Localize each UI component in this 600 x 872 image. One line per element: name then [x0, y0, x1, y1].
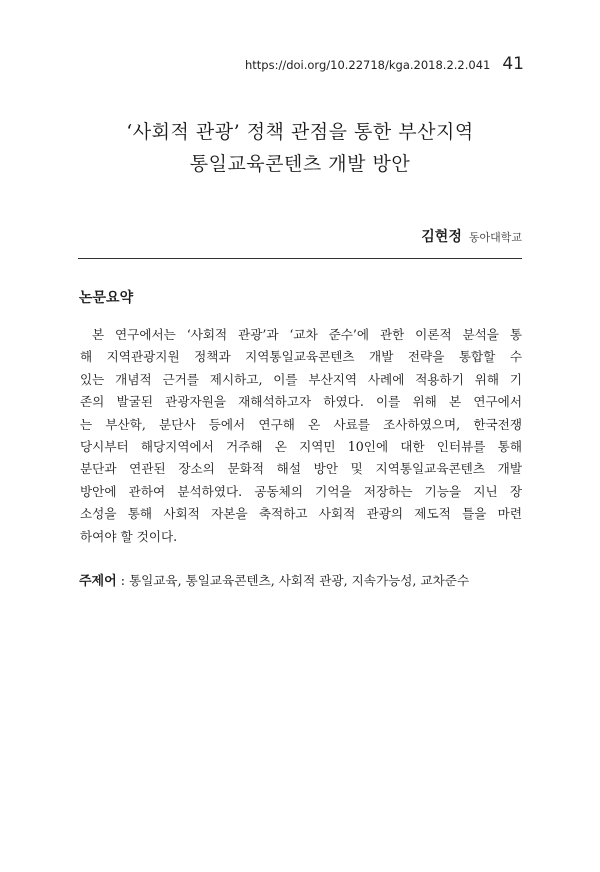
keywords-text: 통일교육, 통일교육콘텐츠, 사회적 관광, 지속가능성, 교차준수 — [128, 573, 470, 588]
paper-title-line-1: ‘사회적 관광’ 정책 관점을 통한 부산지역 — [126, 121, 474, 143]
abstract-heading: 논문요약 — [79, 290, 134, 306]
header-divider — [78, 258, 522, 259]
abstract-line: 소성을 통해 사회적 자본을 축적하고 사회적 관광의 제도적 틀을 마련 — [80, 506, 522, 522]
author-affiliation: 동아대학교 — [468, 231, 522, 244]
keywords-separator: : — [116, 573, 129, 588]
abstract-line: 는 부산학, 분단사 등에서 연구해 온 사료를 조사하였으며, 한국전쟁 — [80, 416, 522, 432]
page-header — [245, 54, 524, 74]
abstract-line: 있는 개념적 근거를 제시하고, 이를 부산지역 사례에 적용하기 위해 기 — [80, 371, 522, 387]
abstract-line: 당시부터 해당지역에서 거주해 온 지역민 10인에 대한 인터뷰를 통해 — [80, 438, 522, 454]
abstract-line: 존의 발굴된 관광자원을 재해석하고자 하였다. 이를 위해 본 연구에서 — [80, 394, 522, 410]
author-name: 김현정 — [421, 229, 462, 245]
abstract-line: 본 연구에서는 ‘사회적 관광’과 ‘교차 준수’에 관한 이론적 분석을 통 — [92, 327, 522, 342]
abstract-line: 해 지역관광지원 정책과 지역통일교육콘텐츠 개발 전략을 통합할 수 — [80, 349, 522, 365]
doi-link[interactable]: https://doi.org/10.22718/kga.2018.2.2.041 — [244, 58, 491, 72]
abstract-line: 하여야 할 것이다. — [80, 528, 178, 544]
paper-title — [0, 116, 600, 180]
paper-title-line-2: 통일교육콘텐츠 개발 방안 — [189, 153, 411, 175]
abstract-line: 방안에 관하여 분석하였다. 공동체의 기억을 저장하는 기능을 지닌 장 — [80, 483, 522, 499]
author-line — [421, 226, 522, 246]
abstract-body — [80, 324, 522, 548]
keywords-label: 주제어 — [79, 574, 117, 589]
abstract-line: 분단과 연관된 장소의 문화적 해설 방안 및 지역통일교육콘텐츠 개발 — [80, 461, 522, 477]
keywords — [79, 570, 469, 589]
page-number: 41 — [502, 54, 524, 74]
